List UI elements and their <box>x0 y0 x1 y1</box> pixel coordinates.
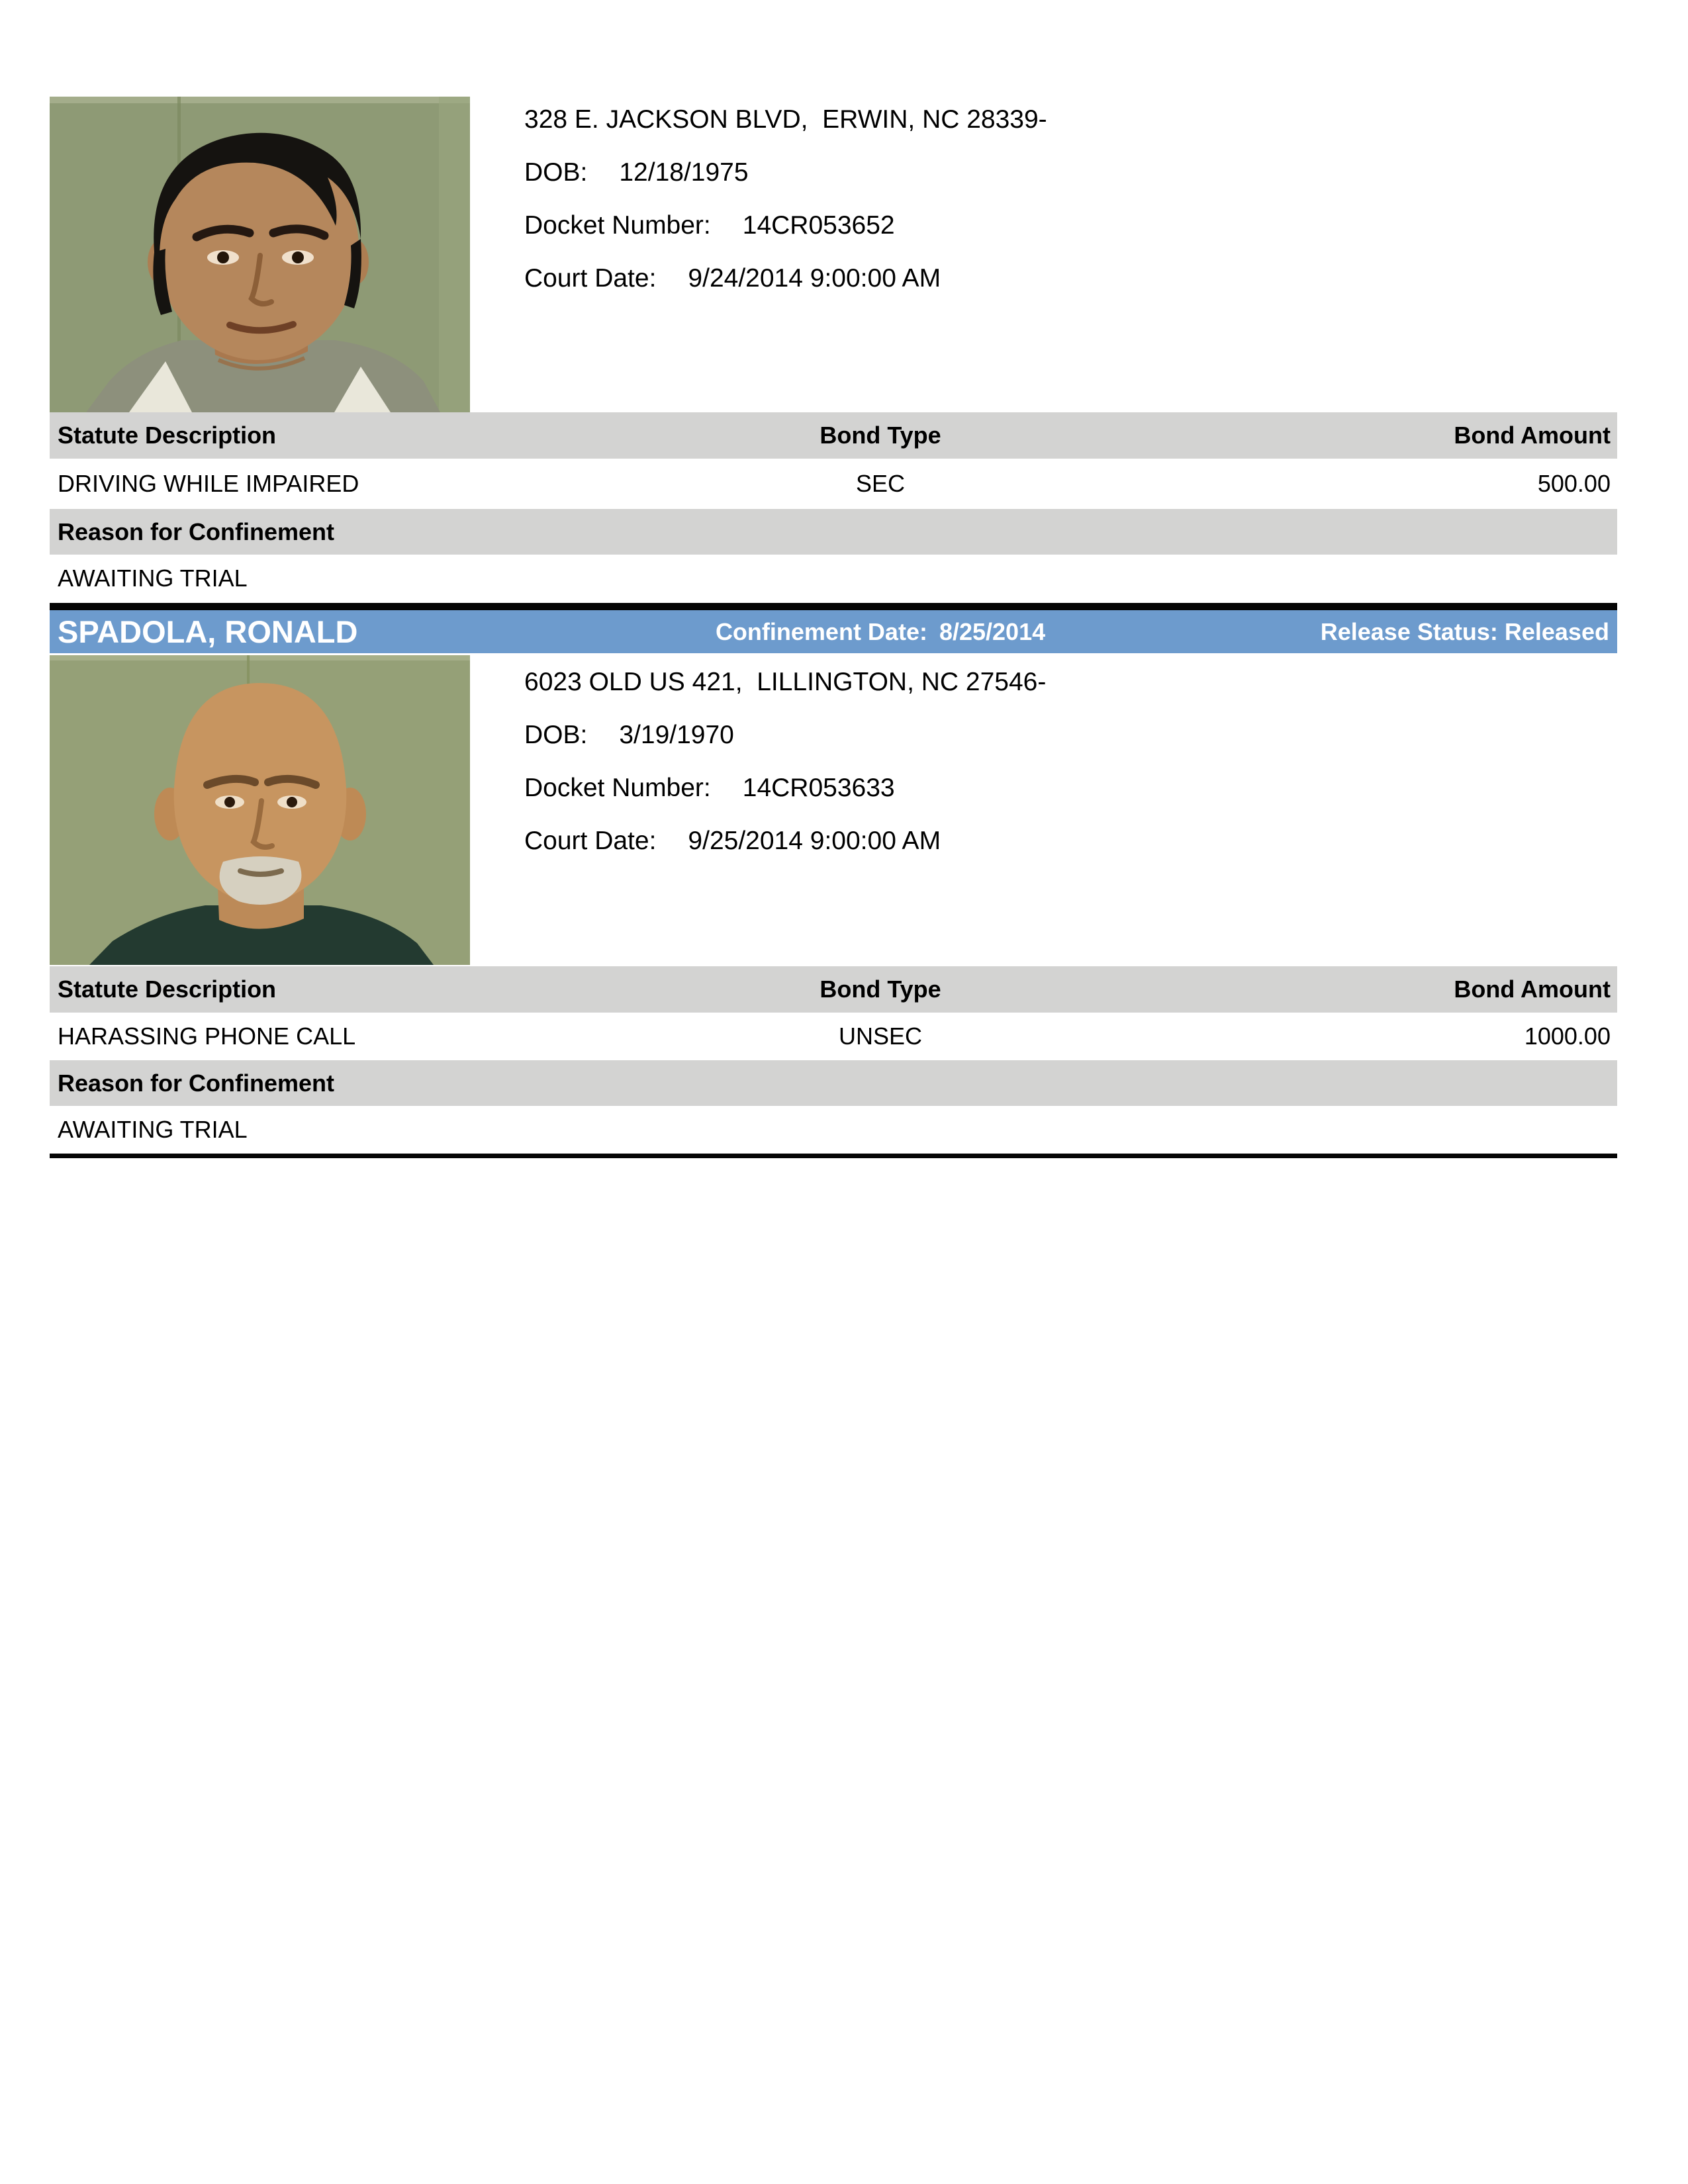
reason-for-confinement-header: Reason for Confinement <box>58 518 335 545</box>
inmate-info-2 <box>524 667 1046 879</box>
charges-header-row <box>50 412 1617 459</box>
inmate-name: SPADOLA, RONALD <box>58 614 358 649</box>
record-separator-line <box>50 603 1617 610</box>
inmate-info-1 <box>524 105 1047 316</box>
reason-row <box>50 1106 1617 1154</box>
inmate-address: 6023 OLD US 421, LILLINGTON, NC 27546- <box>524 668 1047 696</box>
mugshot-illustration-bald-man-goatee <box>50 655 470 965</box>
reason-row <box>50 555 1617 602</box>
dob-value: 3/19/1970 <box>619 721 734 749</box>
bond-type-value: UNSEC <box>839 1023 923 1050</box>
reason-for-confinement-value: AWAITING TRIAL <box>58 1116 248 1143</box>
court-date-label: Court Date: <box>524 264 657 293</box>
dob-line <box>524 158 1047 188</box>
mugshot-illustration-dark-haired-man <box>50 97 470 412</box>
release-status-value: Released <box>1504 617 1609 645</box>
court-date-label: Court Date: <box>524 827 657 855</box>
charge-row <box>50 1013 1617 1060</box>
confinement-date-value: 8/25/2014 <box>939 617 1046 645</box>
column-statute-description: Statute Description <box>58 976 277 1003</box>
report-end-line <box>50 1154 1617 1158</box>
column-statute-description: Statute Description <box>58 422 277 449</box>
dob-label: DOB: <box>524 158 588 187</box>
column-bond-type: Bond Type <box>820 422 941 449</box>
bond-amount-value: 500.00 <box>1537 470 1611 497</box>
docket-number-value: 14CR053652 <box>742 211 895 240</box>
dob-label: DOB: <box>524 721 588 749</box>
docket-number-label: Docket Number: <box>524 211 711 240</box>
court-date-line <box>524 826 1046 856</box>
column-bond-amount: Bond Amount <box>1454 976 1611 1003</box>
dob-value: 12/18/1975 <box>619 158 749 187</box>
bond-amount-value: 1000.00 <box>1524 1023 1611 1050</box>
reason-header-row <box>50 1060 1617 1106</box>
court-date-value: 9/24/2014 9:00:00 AM <box>688 264 941 293</box>
column-bond-amount: Bond Amount <box>1454 422 1611 449</box>
inmate-name-header <box>50 610 1617 653</box>
docket-number-label: Docket Number: <box>524 774 711 802</box>
reason-for-confinement-header: Reason for Confinement <box>58 1069 335 1097</box>
confinement-date-label: Confinement Date: <box>715 617 927 645</box>
court-date-value: 9/25/2014 9:00:00 AM <box>688 827 941 855</box>
charges-table-1 <box>50 412 1617 602</box>
mugshot-photo-2 <box>50 655 470 965</box>
confinement-date <box>677 618 1084 646</box>
mugshot-photo-1 <box>50 97 470 412</box>
bond-type-value: SEC <box>856 470 906 497</box>
charge-row <box>50 459 1617 509</box>
column-bond-type: Bond Type <box>820 976 941 1003</box>
dob-line <box>524 720 1046 751</box>
reason-for-confinement-value: AWAITING TRIAL <box>58 565 248 592</box>
release-status-label: Release Status: <box>1320 617 1498 645</box>
docket-line <box>524 773 1046 803</box>
court-date-line <box>524 263 1047 294</box>
charges-header-row <box>50 966 1617 1013</box>
statute-description-value: HARASSING PHONE CALL <box>58 1023 356 1050</box>
inmate-address: 328 E. JACKSON BLVD, ERWIN, NC 28339- <box>524 105 1047 134</box>
charges-table-2 <box>50 966 1617 1154</box>
docket-line <box>524 210 1047 241</box>
release-status <box>1084 618 1617 646</box>
statute-description-value: DRIVING WHILE IMPAIRED <box>58 470 359 497</box>
docket-number-value: 14CR053633 <box>742 774 895 802</box>
reason-header-row <box>50 509 1617 555</box>
